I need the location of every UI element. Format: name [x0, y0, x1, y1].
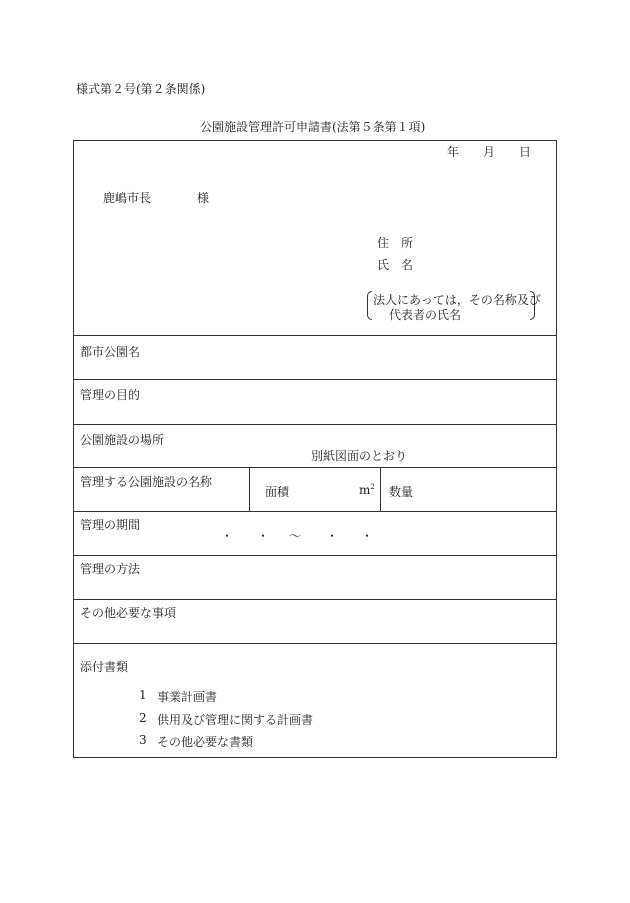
corporate-note-line1: 法人にあっては，その名称及び [373, 293, 541, 307]
attachment-item: 事業計画書 [157, 690, 218, 704]
date-year-label: 年 [447, 145, 460, 159]
period-label: 管理の期間 [80, 518, 141, 532]
row-divider [74, 335, 556, 336]
quantity-label: 数量 [389, 485, 414, 499]
date-day-label: 日 [519, 145, 532, 159]
area-label: 面積 [265, 485, 290, 499]
facility-name-label: 管理する公園施設の名称 [80, 475, 213, 489]
facility-location-value: 別紙図面のとおり [311, 449, 408, 463]
attachments-title: 添付書類 [80, 660, 129, 674]
attachment-item: その他必要な書類 [157, 735, 254, 749]
attachment-number: 3 [139, 733, 147, 747]
period-separator: ・ [221, 529, 234, 543]
row-divider [74, 424, 556, 425]
date-month-label: 月 [483, 145, 496, 159]
period-tilde: ～ [289, 529, 302, 543]
attachment-number: 2 [139, 711, 147, 725]
facility-location-label: 公園施設の場所 [80, 433, 165, 447]
row-divider [74, 379, 556, 380]
honorific: 様 [197, 191, 210, 205]
other-matters-label: その他必要な事項 [80, 606, 177, 620]
addressee: 鹿嶋市長 [103, 191, 152, 205]
left-bracket [367, 291, 372, 320]
name-label: 氏 名 [377, 258, 414, 272]
attachment-item: 供用及び管理に関する計画書 [157, 713, 314, 727]
method-label: 管理の方法 [80, 562, 141, 576]
row-divider [74, 643, 556, 644]
row-divider [74, 467, 556, 468]
purpose-label: 管理の目的 [80, 388, 141, 402]
form-number: 様式第２号(第２条関係) [76, 82, 206, 96]
address-label: 住 所 [377, 236, 414, 250]
row-divider [74, 555, 556, 556]
period-separator: ・ [257, 529, 270, 543]
period-separator: ・ [361, 529, 374, 543]
corporate-note-line2: 代表者の氏名 [389, 308, 462, 322]
area-unit: $m^2$ [359, 483, 375, 497]
attachment-number: 1 [139, 688, 147, 702]
column-divider [380, 467, 381, 511]
column-divider [249, 467, 250, 511]
right-bracket [530, 291, 535, 320]
application-form-table [73, 140, 557, 758]
form-title: 公園施設管理許可申請書(法第５条第１項) [200, 120, 426, 134]
park-name-label: 都市公園名 [80, 345, 141, 359]
row-divider [74, 511, 556, 512]
row-divider [74, 599, 556, 600]
period-separator: ・ [326, 529, 339, 543]
